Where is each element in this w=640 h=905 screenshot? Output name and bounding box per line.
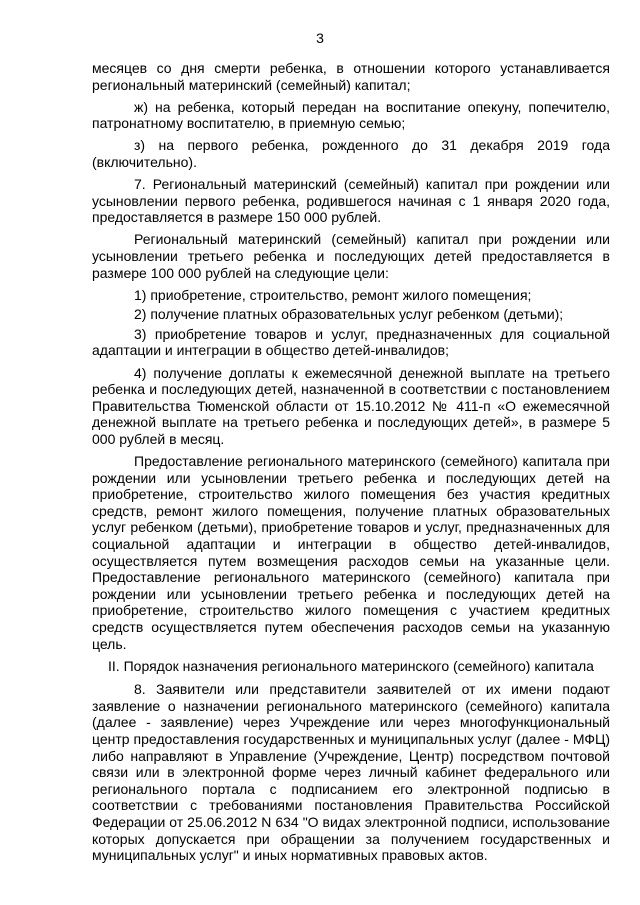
paragraph-purpose-2: 2) получение платных образовательных услуг ребенком (детьми); bbox=[134, 306, 564, 323]
page-number: 3 bbox=[316, 30, 324, 46]
paragraph-purpose-3: 3) приобретение товаров и услуг, предназначенных для социальной адаптации и интеграции в общество детей-инвалидов; bbox=[92, 325, 610, 359]
document-body bbox=[92, 60, 610, 869]
paragraph-purpose-1: 1) приобретение, строительство, ремонт жилого помещения; bbox=[134, 286, 532, 303]
paragraph-capital-third-child: Региональный материнский (семейный) капитал при рождении или усыновлении третьего ребенка и последующих детей предоставляется в размере 100 000 рублей на следующие цели: bbox=[92, 231, 610, 281]
paragraph-item-z: з) на первого ребенка, рожденного до 31 декабря 2019 года (включительно). bbox=[92, 137, 610, 170]
paragraph-item-zh: ж) на ребенка, который передан на воспитание опекуну, попечителю, патронатному воспитателю, в приемную семью; bbox=[92, 98, 610, 132]
paragraph-clause-7: 7. Региональный материнский (семейный) капитал при рождении или усыновлении первого ребенка, родившегося начиная с 1 января 2020 года, предоставляется в размере 150 000 рублей. bbox=[92, 176, 610, 226]
paragraph-purpose-4: 4) получение доплаты к ежемесячной денежной выплате на третьего ребенка и последующих детей, назначенной в соответствии с постановлением Правительства Тюменской области от 15.10.2012 № 411-п «О ежемесячной денежной выплате на третьего ребенка и последующих детей», в размере 5 000 рублей в месяц. bbox=[92, 364, 610, 447]
paragraph-continuation: месяцев со дня смерти ребенка, в отношении которого устанавливается региональный материнский (семейный) капитал; bbox=[92, 60, 610, 93]
section-heading-ii: II. Порядок назначения регионального материнского (семейного) капитала bbox=[108, 657, 594, 674]
paragraph-clause-8: 8. Заявители или представители заявителей от их имени подают заявление о назначении регионального материнского (семейного) капитала (далее - заявление) через Учреждение или через многофункциональный центр предоставления государственных и муниципальных услуг (далее - МФЦ) либо направляют в Управление (Учреждение, Центр) посредством почтовой связи или в электронной форме через личный кабинет федерального или регионального портала с подписанием его электронной подписью в соответствии с требованиями постановления Правительства Российской Федерации от 25.06.2012 N 634 "О видах электронной подписи, использование которых допускается при обращении за получением государственных и муниципальных услуг" и иных нормативных правовых актов. bbox=[92, 681, 610, 864]
paragraph-provision-rules: Предоставление регионального материнского (семейного) капитала при рождении или усыновлении третьего ребенка и последующих детей на приобретение, строительство жилого помещения без участия кредитных средств, ремонт жилого помещения, получение платных образовательных услуг ребенком (детьми), приобретение товаров и услуг, предназначенных для социальной адаптации и интеграции в общество детей-инвалидов, осуществляется путем возмещения расходов семьи на указанные цели. Предоставление регионального материнского (семейного) капитала при рождении или усыновлении третьего ребенка и последующих детей на приобретение, строительство жилого помещения с участием кредитных средств осуществляется путем обеспечения расходов семьи на указанную цель. bbox=[92, 452, 610, 652]
